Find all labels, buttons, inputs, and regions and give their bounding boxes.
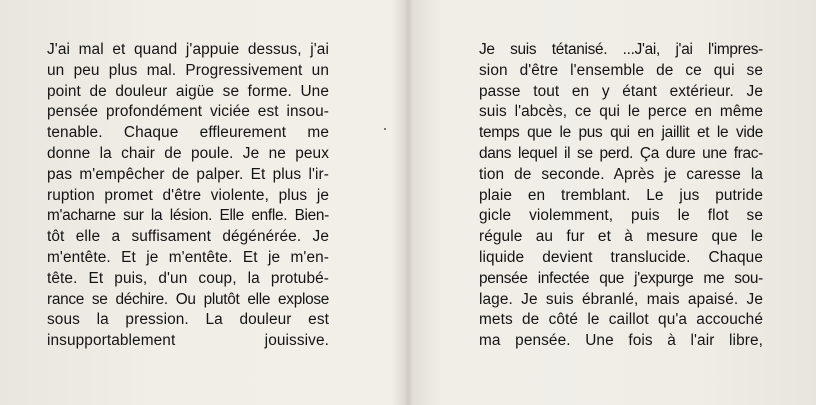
text-line: passe tout en y étant extérieur. Je: [479, 82, 763, 100]
text-line: insupportablement jouissive.: [47, 332, 329, 350]
text-line: suis l'abcès, ce qui le perce en même: [479, 103, 763, 121]
text-line: régule au fur et à mesure que le: [479, 228, 763, 246]
text-line: pensée profondément viciée est insou-: [47, 103, 329, 121]
text-line: ruption promet d'être violente, plus je: [47, 186, 329, 204]
text-line: rance se déchire. Ou plutôt elle explose: [47, 290, 329, 308]
text-line: sion d'être l'ensemble de ce qui se: [479, 61, 763, 79]
paper-speck: [384, 128, 386, 130]
text-line: un peu plus mal. Progressivement un: [47, 61, 329, 79]
text-line: Je suis tétanisé. ...J'ai, j'ai l'impres-: [479, 41, 763, 58]
text-line: pensée infectée que j'expurge me sou-: [479, 269, 763, 287]
text-line: plaie en tremblant. Le jus putride: [479, 186, 763, 204]
text-line: gicle violemment, puis le flot se: [479, 207, 763, 225]
right-page-text: [479, 40, 763, 352]
text-line: m'entête. Et je m'entête. Et je m'en-: [47, 248, 329, 266]
text-line: m'acharne sur la lésion. Elle enfle. Bien-: [47, 207, 329, 225]
text-line: sous la pression. La douleur est: [47, 311, 329, 329]
text-line: mets de côté le caillot qu'a accouché: [479, 311, 763, 329]
text-line: tête. Et puis, d'un coup, la protubé-: [47, 269, 329, 287]
left-page-text: [47, 40, 329, 352]
text-line: lage. Je suis ébranlé, mais apaisé. Je: [479, 290, 763, 308]
text-line: ma pensée. Une fois à l'air libre,: [479, 332, 763, 350]
text-line: pas m'empêcher de palper. Et plus l'ir-: [47, 165, 329, 183]
text-line: liquide devient translucide. Chaque: [479, 248, 763, 266]
text-line: donne la chair de poule. Je ne peux: [47, 144, 329, 162]
text-line: J'ai mal et quand j'appuie dessus, j'ai: [47, 41, 329, 58]
text-line: tenable. Chaque effleurement me: [47, 124, 329, 142]
text-line: point de douleur aigüe se forme. Une: [47, 82, 329, 100]
text-line: dans lequel il se perd. Ça dure une frac-: [479, 144, 763, 162]
text-line: tôt elle a suffisament dégénérée. Je: [47, 228, 329, 246]
text-line: tion de seconde. Après je caresse la: [479, 165, 763, 183]
text-line: temps que le pus qui en jaillit et le vide: [479, 124, 763, 142]
